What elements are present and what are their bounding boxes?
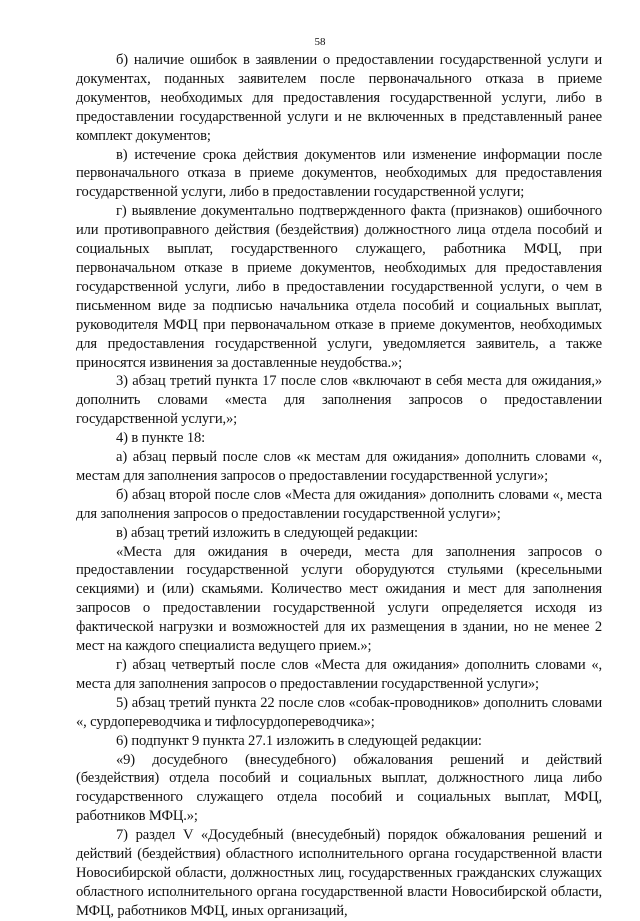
paragraph-item-5: 5) абзац третий пункта 22 после слов «собак-проводников» дополнить словами «, сурдопереводчика и тифлосурдопереводчика»; xyxy=(76,694,602,730)
paragraph-item-4g: г) абзац четвертый после слов «Места для ожидания» дополнить словами «, места для заполнения запросов о предоставлении государственной услуги»; xyxy=(76,657,602,692)
paragraph-g-violation: г) выявление документально подтвержденного факта (признаков) ошибочного или противоправного действия (бездействия) должностного лица отдела пособий и социальных выплат, государственного служащего, работника МФЦ, при первоначальном отказе в приеме документов, необходимых для предоставления государственной услуги, либо в предоставлении государственной услуги, о чем в письменном виде за подписью начальника отдела пособий и социальных выплат, руководителя МФЦ при первоначальном отказе в приеме документов, необходимых для предоставления государственной услуги, уведомляется заявитель, а также приносятся извинения за доставленные неудобства.»; xyxy=(76,203,602,371)
paragraph-b-errors: б) наличие ошибок в заявлении о предоставлении государственной услуги и документах, поданных заявителем после первоначального отказа в приеме документов, необходимых для предоставления государственной услуги, либо в предоставлении государственной услуги и не включенных в представленный ранее комплект документов; xyxy=(76,52,602,144)
paragraph-item-4: 4) в пункте 18: xyxy=(116,430,206,447)
paragraph-item-4b: б) абзац второй после слов «Места для ожидания» дополнить словами «, места для заполнения запросов о предоставлении государственной услуги»; xyxy=(76,486,602,522)
paragraph-item-6: 6) подпункт 9 пункта 27.1 изложить в следующей редакции: xyxy=(116,732,482,749)
page-number: 58 xyxy=(314,36,326,48)
paragraph-quote-waiting-places: «Места для ожидания в очереди, места для заполнения запросов о предоставлении государственной услуги оборудуются стульями (кресельными секциями) и (или) скамьями. Количество мест ожидания и мест для заполнения запросов о предоставлении государственной услуги определяется исходя из фактической нагрузки и возможностей для их размещения в здании, но не менее 2 мест на каждого специалиста ведущего прием.»; xyxy=(76,543,602,655)
paragraph-item-3: 3) абзац третий пункта 17 после слов «включают в себя места для ожидания,» дополнить словами «места для заполнения запросов о предоставлении государственной услуги,»; xyxy=(76,373,602,428)
paragraph-item-7: 7) раздел V «Досудебный (внесудебный) порядок обжалования решений и действий (бездействия) областного исполнительного органа государственной власти Новосибирской области, должностных лиц, государственных гражданских служащих областного исполнительного органа государственной власти Новосибирской области, МФЦ, работников МФЦ, иных организаций, xyxy=(76,827,602,919)
paragraph-item-4a: а) абзац первый после слов «к местам для ожидания» дополнить словами «, местам для заполнения запросов о предоставлении государственной услуги»; xyxy=(76,449,602,484)
document-body xyxy=(76,51,602,921)
paragraph-item-4v: в) абзац третий изложить в следующей редакции: xyxy=(116,524,418,541)
paragraph-quote-subitem-9: «9) досудебного (внесудебного) обжалования решений и действий (бездействия) отдела пособий и социальных выплат, должностного лица либо государственного служащего отдела пособий и социальных выплат, МФЦ, работников МФЦ.»; xyxy=(76,751,602,825)
paragraph-v-expiry: в) истечение срока действия документов или изменение информации после первоначального отказа в приеме документов, необходимых для предоставления государственной услуги, либо в предоставлении государственной услуги; xyxy=(76,146,602,201)
